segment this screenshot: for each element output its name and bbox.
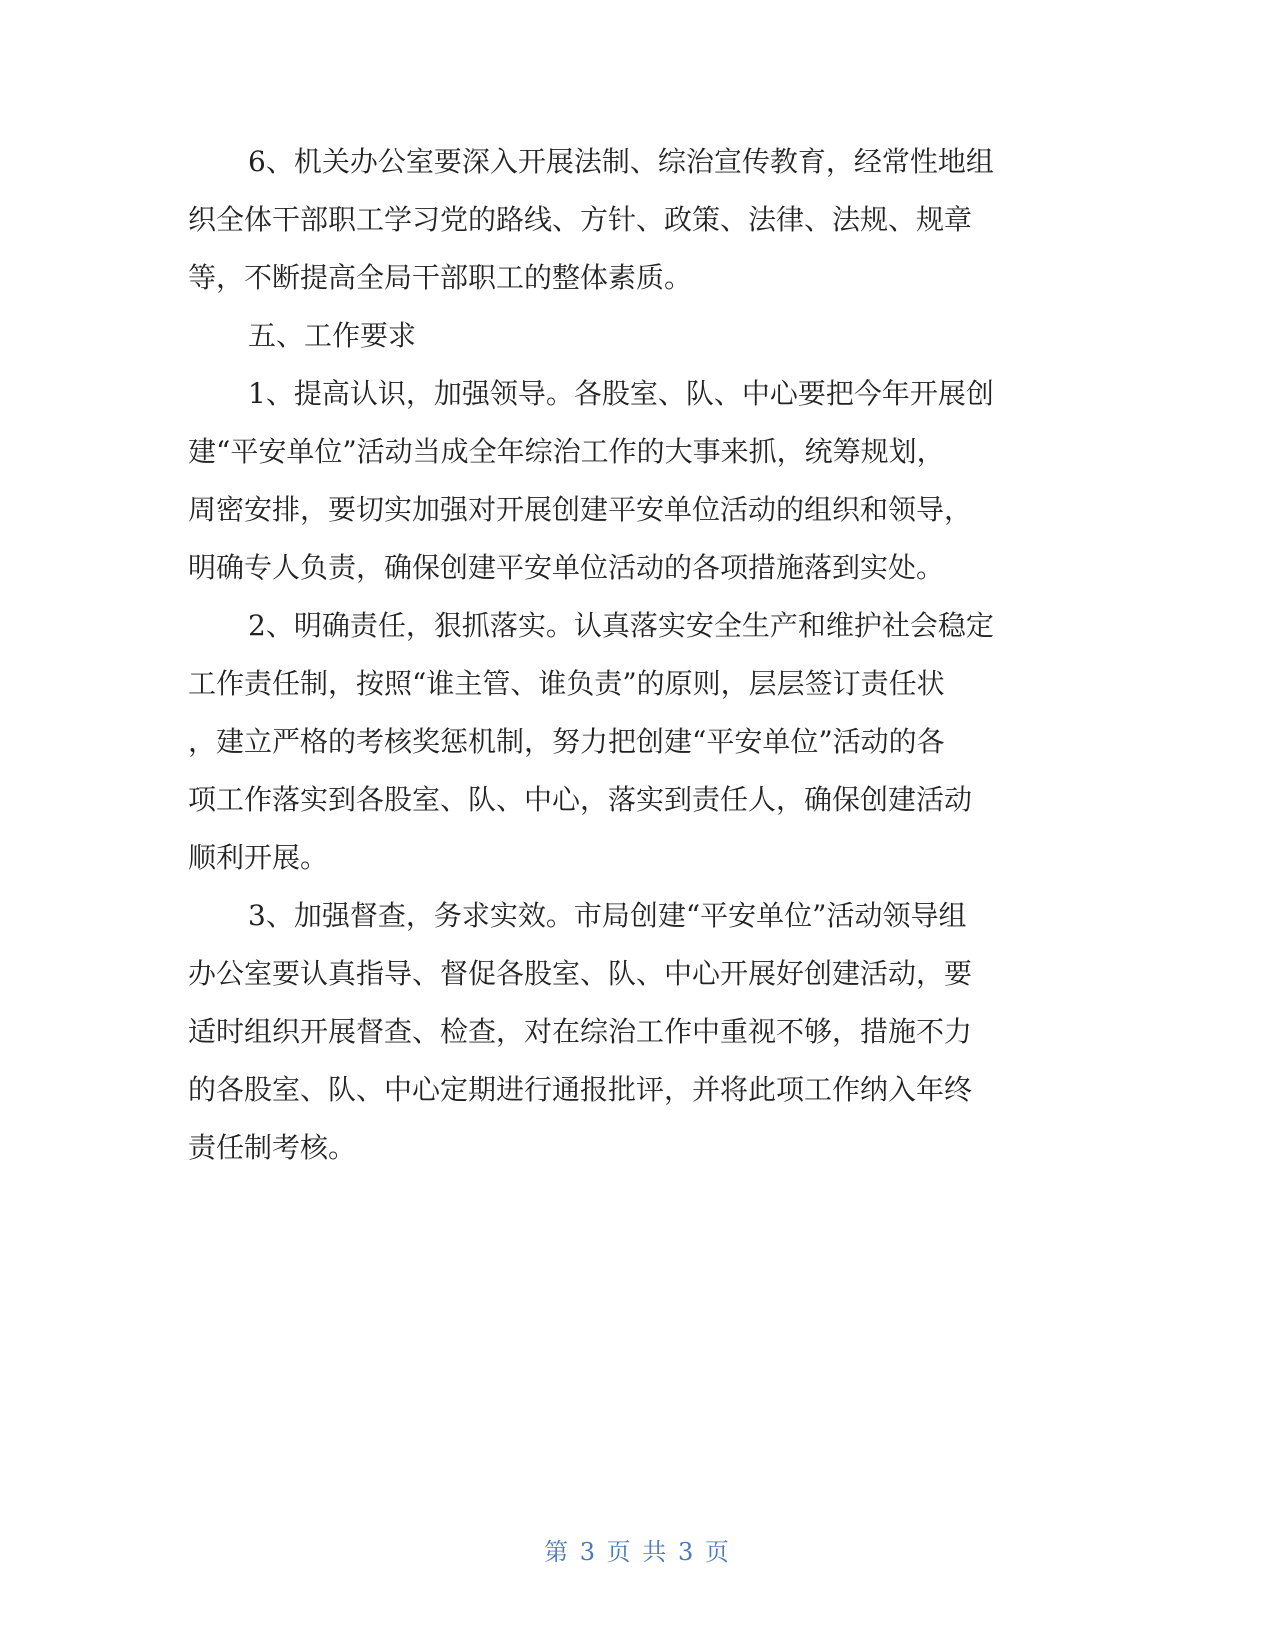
requirement-3-line-3: 适时组织开展督查、检查，对在综治工作中重视不够，措施不力: [188, 1015, 973, 1048]
requirement-3-line-2: 办公室要认真指导、督促各股室、队、中心开展好创建活动，要: [188, 957, 973, 990]
paragraph-6-line-1: 6、机关办公室要深入开展法制、综治宣传教育，经常性地组: [248, 145, 994, 178]
paragraph-6-line-3: 等，不断提高全局干部职工的整体素质。: [188, 261, 693, 294]
requirement-3-line-4: 的各股室、队、中心定期进行通报批评，并将此项工作纳入年终: [188, 1073, 973, 1106]
requirement-2-line-5: 顺利开展。: [188, 841, 329, 874]
page-number-footer: 第 3 页 共 3 页: [544, 1538, 731, 1566]
requirement-1-line-2: 建“平安单位”活动当成全年综治工作的大事来抓，统筹规划，: [188, 435, 945, 468]
requirement-2-line-4: 项工作落实到各股室、队、中心，落实到责任人，确保创建活动: [188, 783, 973, 816]
paragraph-6-line-2: 织全体干部职工学习党的路线、方针、政策、法律、法规、规章: [188, 203, 973, 236]
requirement-3-line-5: 责任制考核。: [188, 1131, 357, 1164]
requirement-1-line-1: 1、提高认识，加强领导。各股室、队、中心要把今年开展创: [248, 377, 994, 410]
requirement-3-line-1: 3、加强督查，务求实效。市局创建“平安单位”活动领导组: [248, 899, 967, 932]
requirement-2-line-2: 工作责任制，按照“谁主管、谁负责”的原则，层层签订责任状: [188, 667, 945, 700]
section-heading-work-requirements: 五、工作要求: [248, 319, 417, 352]
requirement-2-line-1: 2、明确责任，狠抓落实。认真落实安全生产和维护社会稳定: [248, 609, 994, 642]
requirement-1-line-4: 明确专人负责，确保创建平安单位活动的各项措施落到实处。: [188, 551, 945, 584]
requirement-1-line-3: 周密安排，要切实加强对开展创建平安单位活动的组织和领导，: [188, 493, 973, 526]
requirement-2-line-3: ，建立严格的考核奖惩机制，努力把创建“平安单位”活动的各: [188, 725, 945, 758]
